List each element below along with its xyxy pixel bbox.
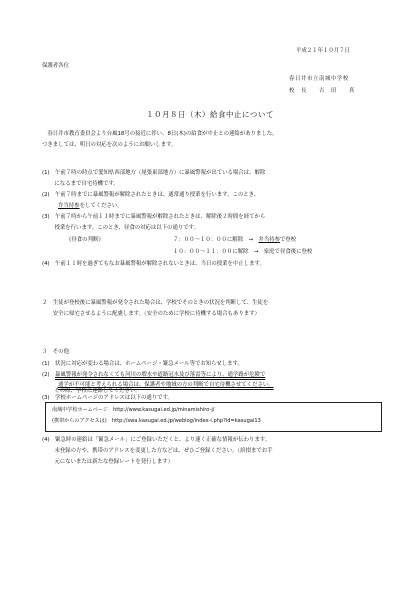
url-box (45, 402, 382, 432)
item-2-line-1: (2) 午前７時までに暴風警報が解除されたときは、通常通り授業を行います。このとき、 (42, 192, 260, 198)
section-3-item-2-line-1 (42, 372, 265, 379)
lunch-row-1-time: ７：００～１０：００に解除 → (173, 237, 259, 243)
mobile-homepage-url[interactable]: (携帯からのアクセスは) http://swa.kasugai.ed.jp/weblog/index-i.php?id=kasugai13 (52, 418, 261, 424)
lunch-row-2: １０：００～１１：００に解除 → 家庭で昼食後に登校 (173, 249, 313, 255)
principal-name: 校 長 吉 田 真 (289, 88, 355, 94)
section-2-line-2: 安全に帰宅させるように配慮します。（安全のために学校に待機する場合もあります） (42, 311, 260, 317)
document-date: 平成２１年１０月７日 (296, 48, 350, 54)
lunch-row-1-action: 弁当持参 (258, 237, 280, 243)
section-3-heading: ３ その他 (42, 349, 69, 355)
lunch-row-1 (173, 237, 296, 244)
bento-emphasis: 弁当持参 (58, 203, 80, 209)
section-3-item-1: (1) 状況に対応が変わる場合は、ホームページ・緊急メール等でお知らせします。 (42, 361, 243, 367)
section-3-item-4-line-2: 未登録の方や、携帯のアドレスを変更した方などは、ぜひご登録ください。（紛損までお手 (42, 448, 273, 454)
school-name: 春日井市立南城中学校 (289, 76, 349, 82)
section-3-item-2-emphasis-2: 通学が不可能と考えられる場合は、保護者や地域の方の判断で自宅待機させてください。 (58, 382, 274, 388)
intro-line-1: 春日井市教育委員会より台風18号の接近に伴い、8日(木)の給食が中止との連絡がありました。 (42, 131, 278, 137)
section-3-item-3: (3) 学校ホームページのアドレスは以下の通りです。 (42, 395, 173, 401)
item-2-tail: をしてください。 (79, 203, 123, 209)
item-4: (4) 午前１１時を過ぎてもなお暴風警報が解除されないときは、当日の授業を中止します。 (42, 261, 265, 267)
item-2-line-2 (58, 203, 123, 210)
item-1-line-2: になるまで自宅待機です。 (42, 181, 119, 187)
section-3-item-2-line-3: その際、学校に連絡してください。 (42, 388, 141, 394)
recipient: 保護者各位 (42, 63, 69, 69)
item-3-line-1: (3) 午前７時から午前１１時までに暴風警報が解除されたときは、解除後２時間を経てから (42, 214, 266, 220)
item-3-line-2: 授業を行います。このとき、昼食の対応は以下の通りです。 (42, 225, 199, 231)
intro-line-2: つきましては、明日の対応を次のようにお願いします。 (42, 142, 177, 148)
section-3-item-4-line-1: (4) 緊急時の連絡は「緊急メール」にご登録いただくと、より速く正確な情報が伝わります。 (42, 437, 271, 443)
lunch-label: 《昼食の判断》 (66, 237, 104, 243)
section-2-line-1: ２ 生徒が登校後に暴風警報が発令された場合は、学校でそのときの状況を判断して、生徒を (42, 300, 269, 306)
school-homepage-url[interactable]: 南城中学校ホームページ http://www.kasugai.ed.jp/minamishiro-j/ (52, 407, 215, 413)
document-title: １０月８日（木）給食中止について (146, 110, 274, 119)
item-1-line-1: (1) 午前７時の時点で愛知県西部地方（尾張東部地方）に暴風警報が出ている場合は、解除 (42, 170, 266, 176)
section-3-item-2-prefix: (2) (42, 372, 56, 378)
section-3-item-4-line-3: 元にないまたは新たな登録レートを発行します） (42, 459, 174, 465)
lunch-row-1-tail: で登校 (279, 237, 297, 243)
section-3-item-2-emphasis-1: 暴風警報が発令されなくても河川の増水や道路冠水及び落雷等により、通学路が危険で (55, 372, 266, 378)
